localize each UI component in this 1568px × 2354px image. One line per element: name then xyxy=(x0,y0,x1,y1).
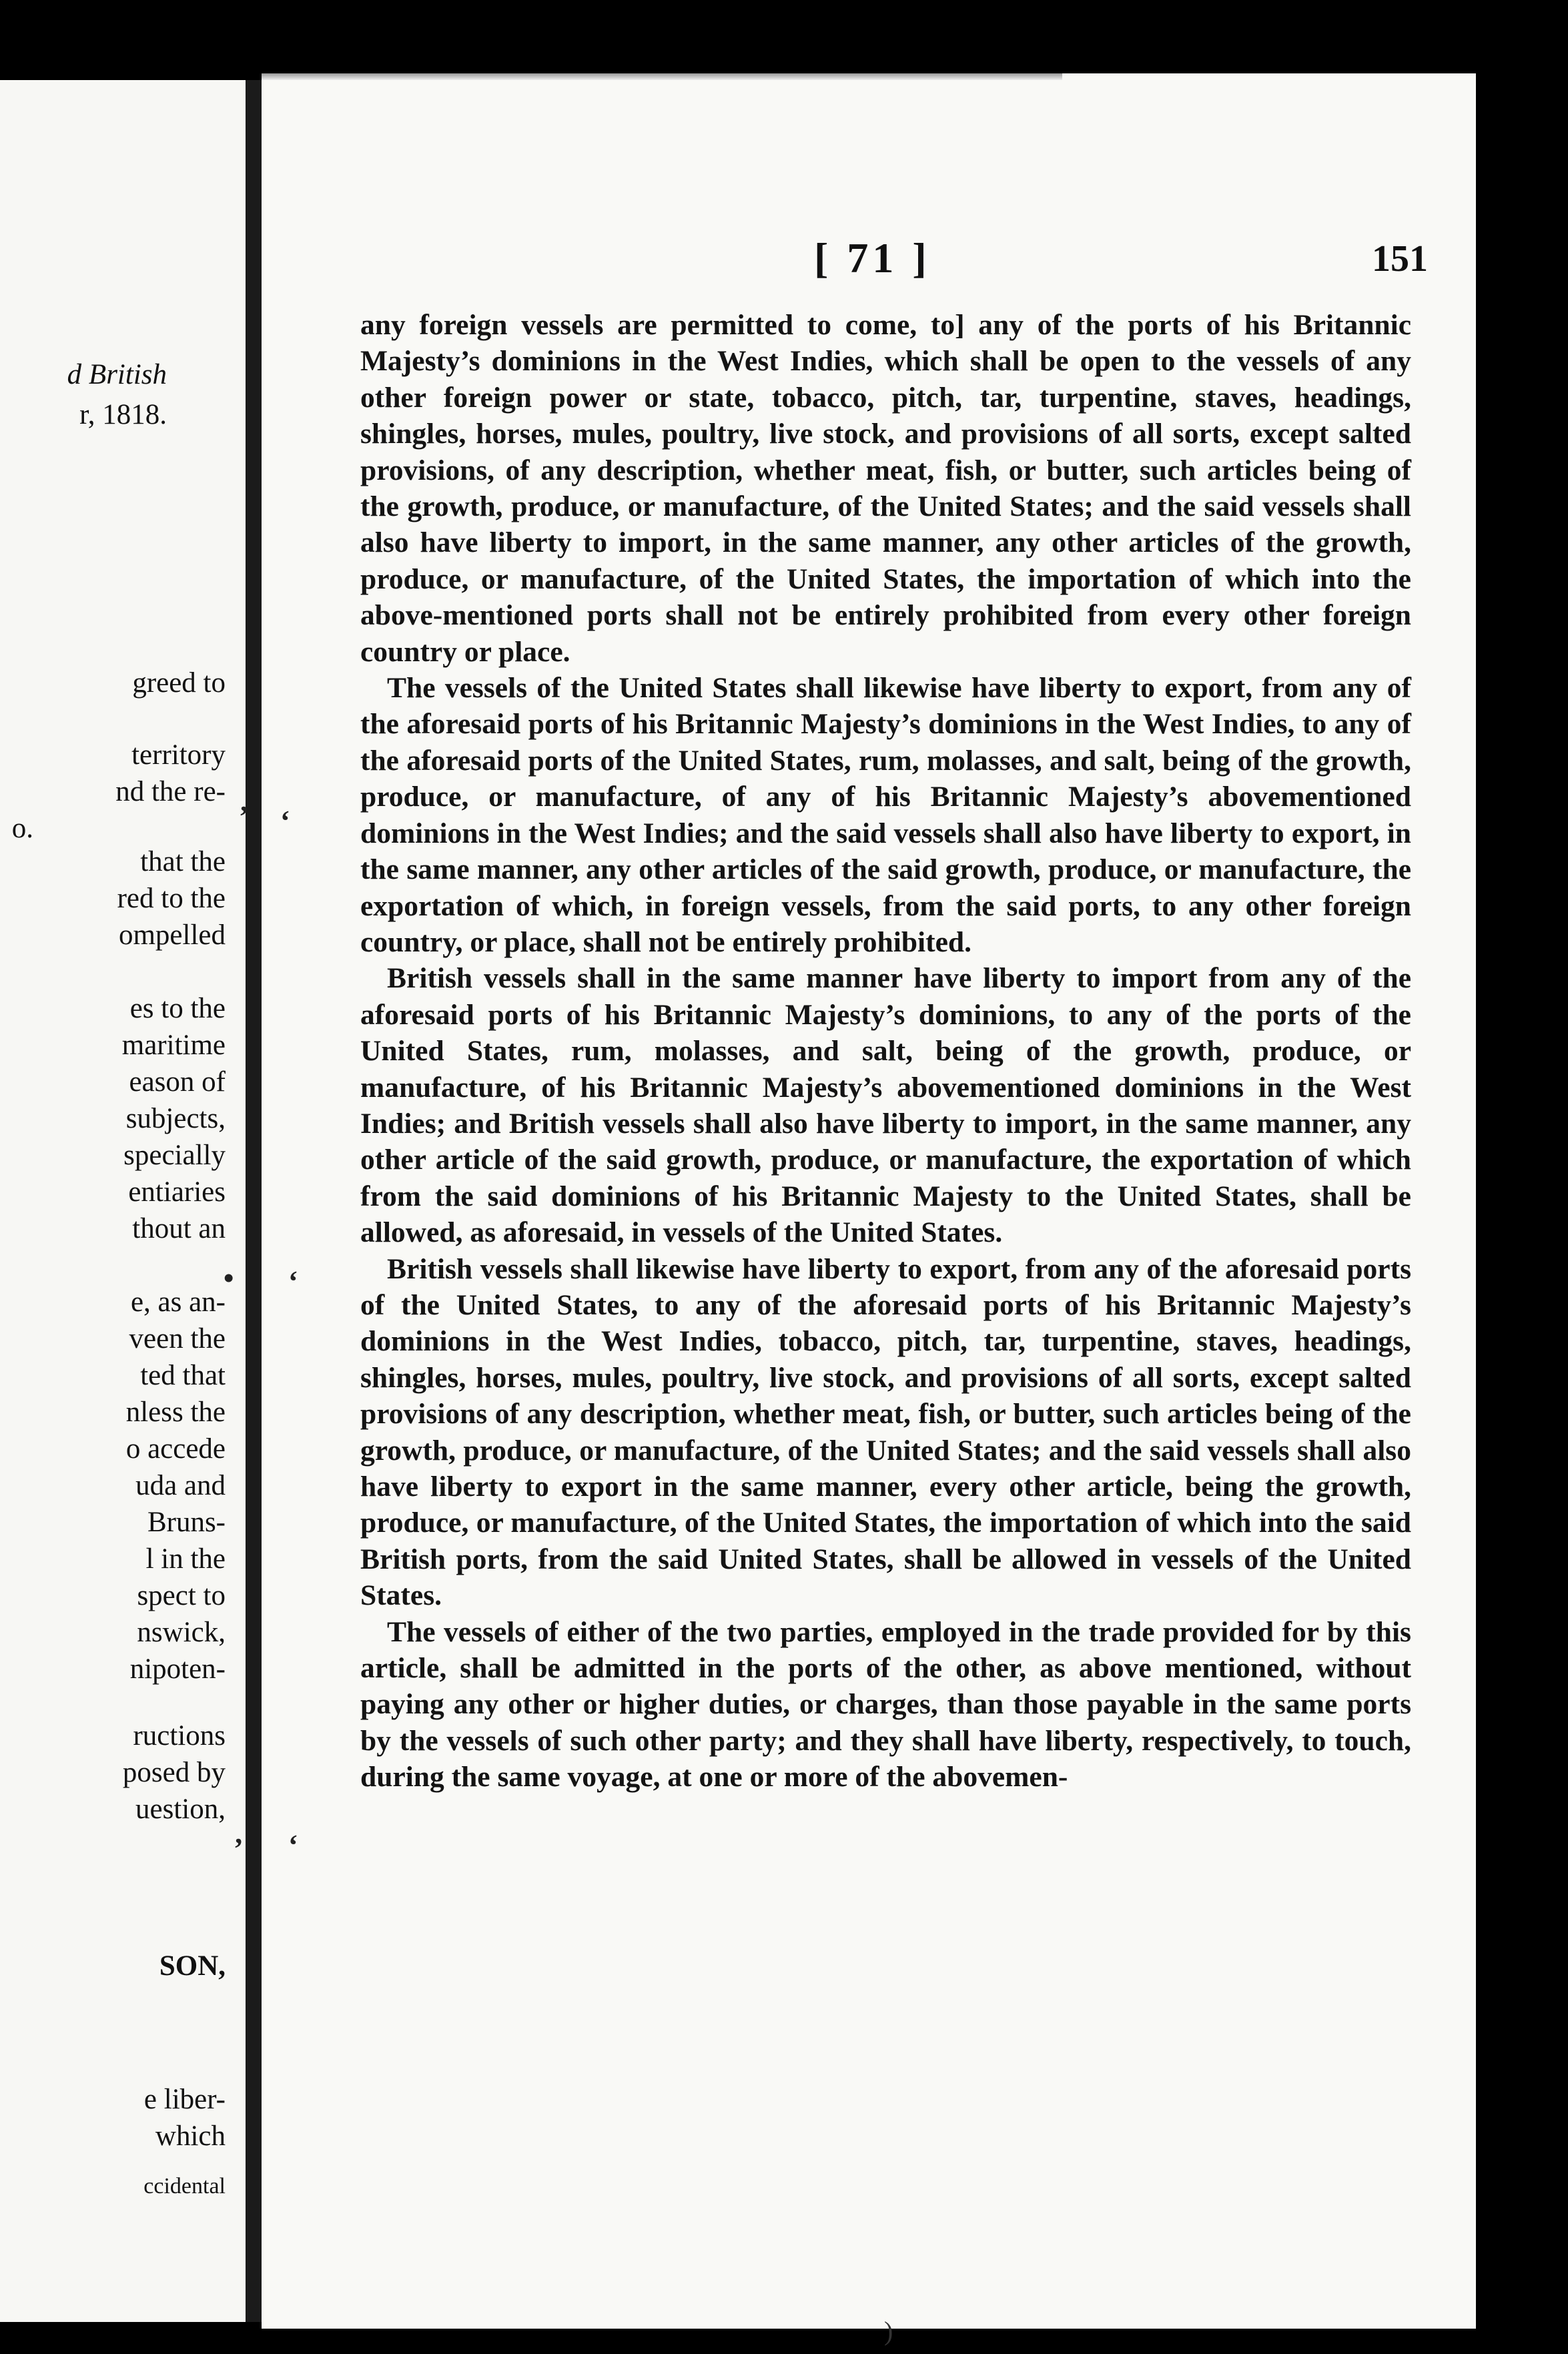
left-line: ompelled xyxy=(118,919,226,951)
left-line: uestion, xyxy=(135,1794,226,1825)
left-line: red to the xyxy=(117,883,226,914)
gutter-mark: ‘ xyxy=(288,1265,298,1298)
left-line: uda and xyxy=(135,1470,226,1501)
left-line: veen the xyxy=(129,1323,226,1354)
bottom-edge-mark: ) xyxy=(884,2316,893,2346)
left-line: which xyxy=(155,2120,226,2152)
gutter-mark: ‘ xyxy=(280,805,290,837)
left-line: specially xyxy=(123,1140,226,1171)
left-line: SON, xyxy=(159,1950,226,1982)
top-edge-rule xyxy=(262,73,1062,80)
left-line: spect to xyxy=(137,1580,226,1611)
left-line: posed by xyxy=(122,1757,226,1788)
page-gutter xyxy=(246,80,262,2322)
left-line: nswick, xyxy=(137,1617,226,1648)
running-head: [ 71 ] xyxy=(814,234,931,282)
gutter-mark: • xyxy=(224,1262,234,1294)
paragraph: The vessels of the United States shall likewise have liberty to export, from any of the aforesaid ports of his Britannic Majesty’s dominions in the West Indies, to any of the aforesaid ports of the United States, rum, molasses, and salt, being of the growth, produce, or manufacture, of any of his Britannic Majesty’s abovementioned dominions in the West Indies; and the said vessels shall also have liberty to export, in the same manner, any other articles of the said growth, produce, or manufacture, the exportation of which, in foreign vessels, from the said ports, to any other foreign country, or place, shall not be entirely prohibited. xyxy=(360,672,1411,958)
paragraph: The vessels of either of the two parties, employed in the trade provided for by this article, shall be admitted in the ports of the other, as above mentioned, without paying any other or higher duties, or charges, than those payable in the same ports by the vessels of such other party; and they shall have liberty, respectively, to touch, during the same voyage, at one or more of the abovemen- xyxy=(360,1615,1411,1794)
left-line: e liber- xyxy=(143,2084,226,2115)
left-page-fragment xyxy=(0,80,246,2322)
left-line: nless the xyxy=(125,1397,226,1428)
left-line: e, as an- xyxy=(130,1286,226,1318)
paragraph: British vessels shall likewise have liberty to export, from any of the aforesaid ports of the United States, to any of the aforesaid ports of his Britannic Majesty’s dominions in the West Indies, tobacco, pitch, tar, turpentine, staves, headings, shingles, horses, mules, poultry, live stock, and provisions of all sorts, except salted provisions of any description, whether meat, fish, or butter, such articles being of the growth, produce, or manufacture, of the United States; and the said vessels shall also have liberty to export in the same manner, every other article, being the growth, produce, or manufacture, of the United States, the importation of which into the said British ports, from the said United States, shall be allowed in vessels of the United States. xyxy=(360,1252,1411,1612)
left-line: nipoten- xyxy=(129,1653,226,1685)
paragraph: British vessels shall in the same manner have liberty to import from any of the aforesaid ports of his Britannic Majesty’s dominions, to any of the ports of the United States, rum, molasses, and salt, being of the growth, produce, or manufacture, of his Britannic Majesty’s abovementioned dominions in the West Indies; and British vessels shall also have liberty to import, in the same manner, any other article of the said growth, produce, or manufacture, the exportation of which from the said dominions of his Britannic Majesty to the United States, shall be allowed, as aforesaid, in vessels of the United States. xyxy=(360,962,1411,1249)
body-text xyxy=(360,307,1411,1796)
gutter-mark: ‘ xyxy=(288,1829,298,1862)
left-line: maritime xyxy=(121,1030,226,1061)
left-line: r, 1818. xyxy=(79,399,167,430)
left-line: d British xyxy=(67,359,167,390)
left-line: o accede xyxy=(125,1433,226,1465)
left-line: nd the re- xyxy=(115,776,226,807)
left-line: l in the xyxy=(145,1543,226,1575)
left-line: eason of xyxy=(129,1066,226,1098)
left-line: es to the xyxy=(129,993,226,1024)
left-line: territory xyxy=(131,739,226,771)
left-line: entiaries xyxy=(128,1176,226,1208)
left-line: ructions xyxy=(133,1720,226,1751)
left-line: thout an xyxy=(132,1213,226,1244)
gutter-mark: ’ xyxy=(234,1832,244,1865)
left-line: ccidental xyxy=(143,2174,226,2199)
left-line: subjects, xyxy=(125,1103,226,1134)
left-line: Bruns- xyxy=(147,1507,226,1538)
paragraph: any foreign vessels are permitted to come, to] any of the ports of his Britannic Majesty’s dominions in the West Indies, which shall be open to the vessels of any other foreign power or state, tobacco, pitch, tar, turpentine, staves, headings, shingles, horses, mules, poultry, live stock, and provisions of all sorts, except salted provisions, of any description, whether meat, fish, or butter, such articles being of the growth, produce, or manufacture, of the United States; and the said vessels shall also have liberty to import, in the same manner, any other articles of the growth, produce, or manufacture, of the United States, the importation of which into the above-mentioned ports shall not be entirely prohibited from every other foreign country or place. xyxy=(360,309,1411,668)
left-line: ted that xyxy=(140,1360,226,1391)
left-line: that the xyxy=(140,846,226,877)
page-number: 151 xyxy=(1372,238,1428,280)
left-line: greed to xyxy=(132,667,226,699)
left-line: o. xyxy=(11,813,33,844)
gutter-mark: ’ xyxy=(239,800,249,833)
